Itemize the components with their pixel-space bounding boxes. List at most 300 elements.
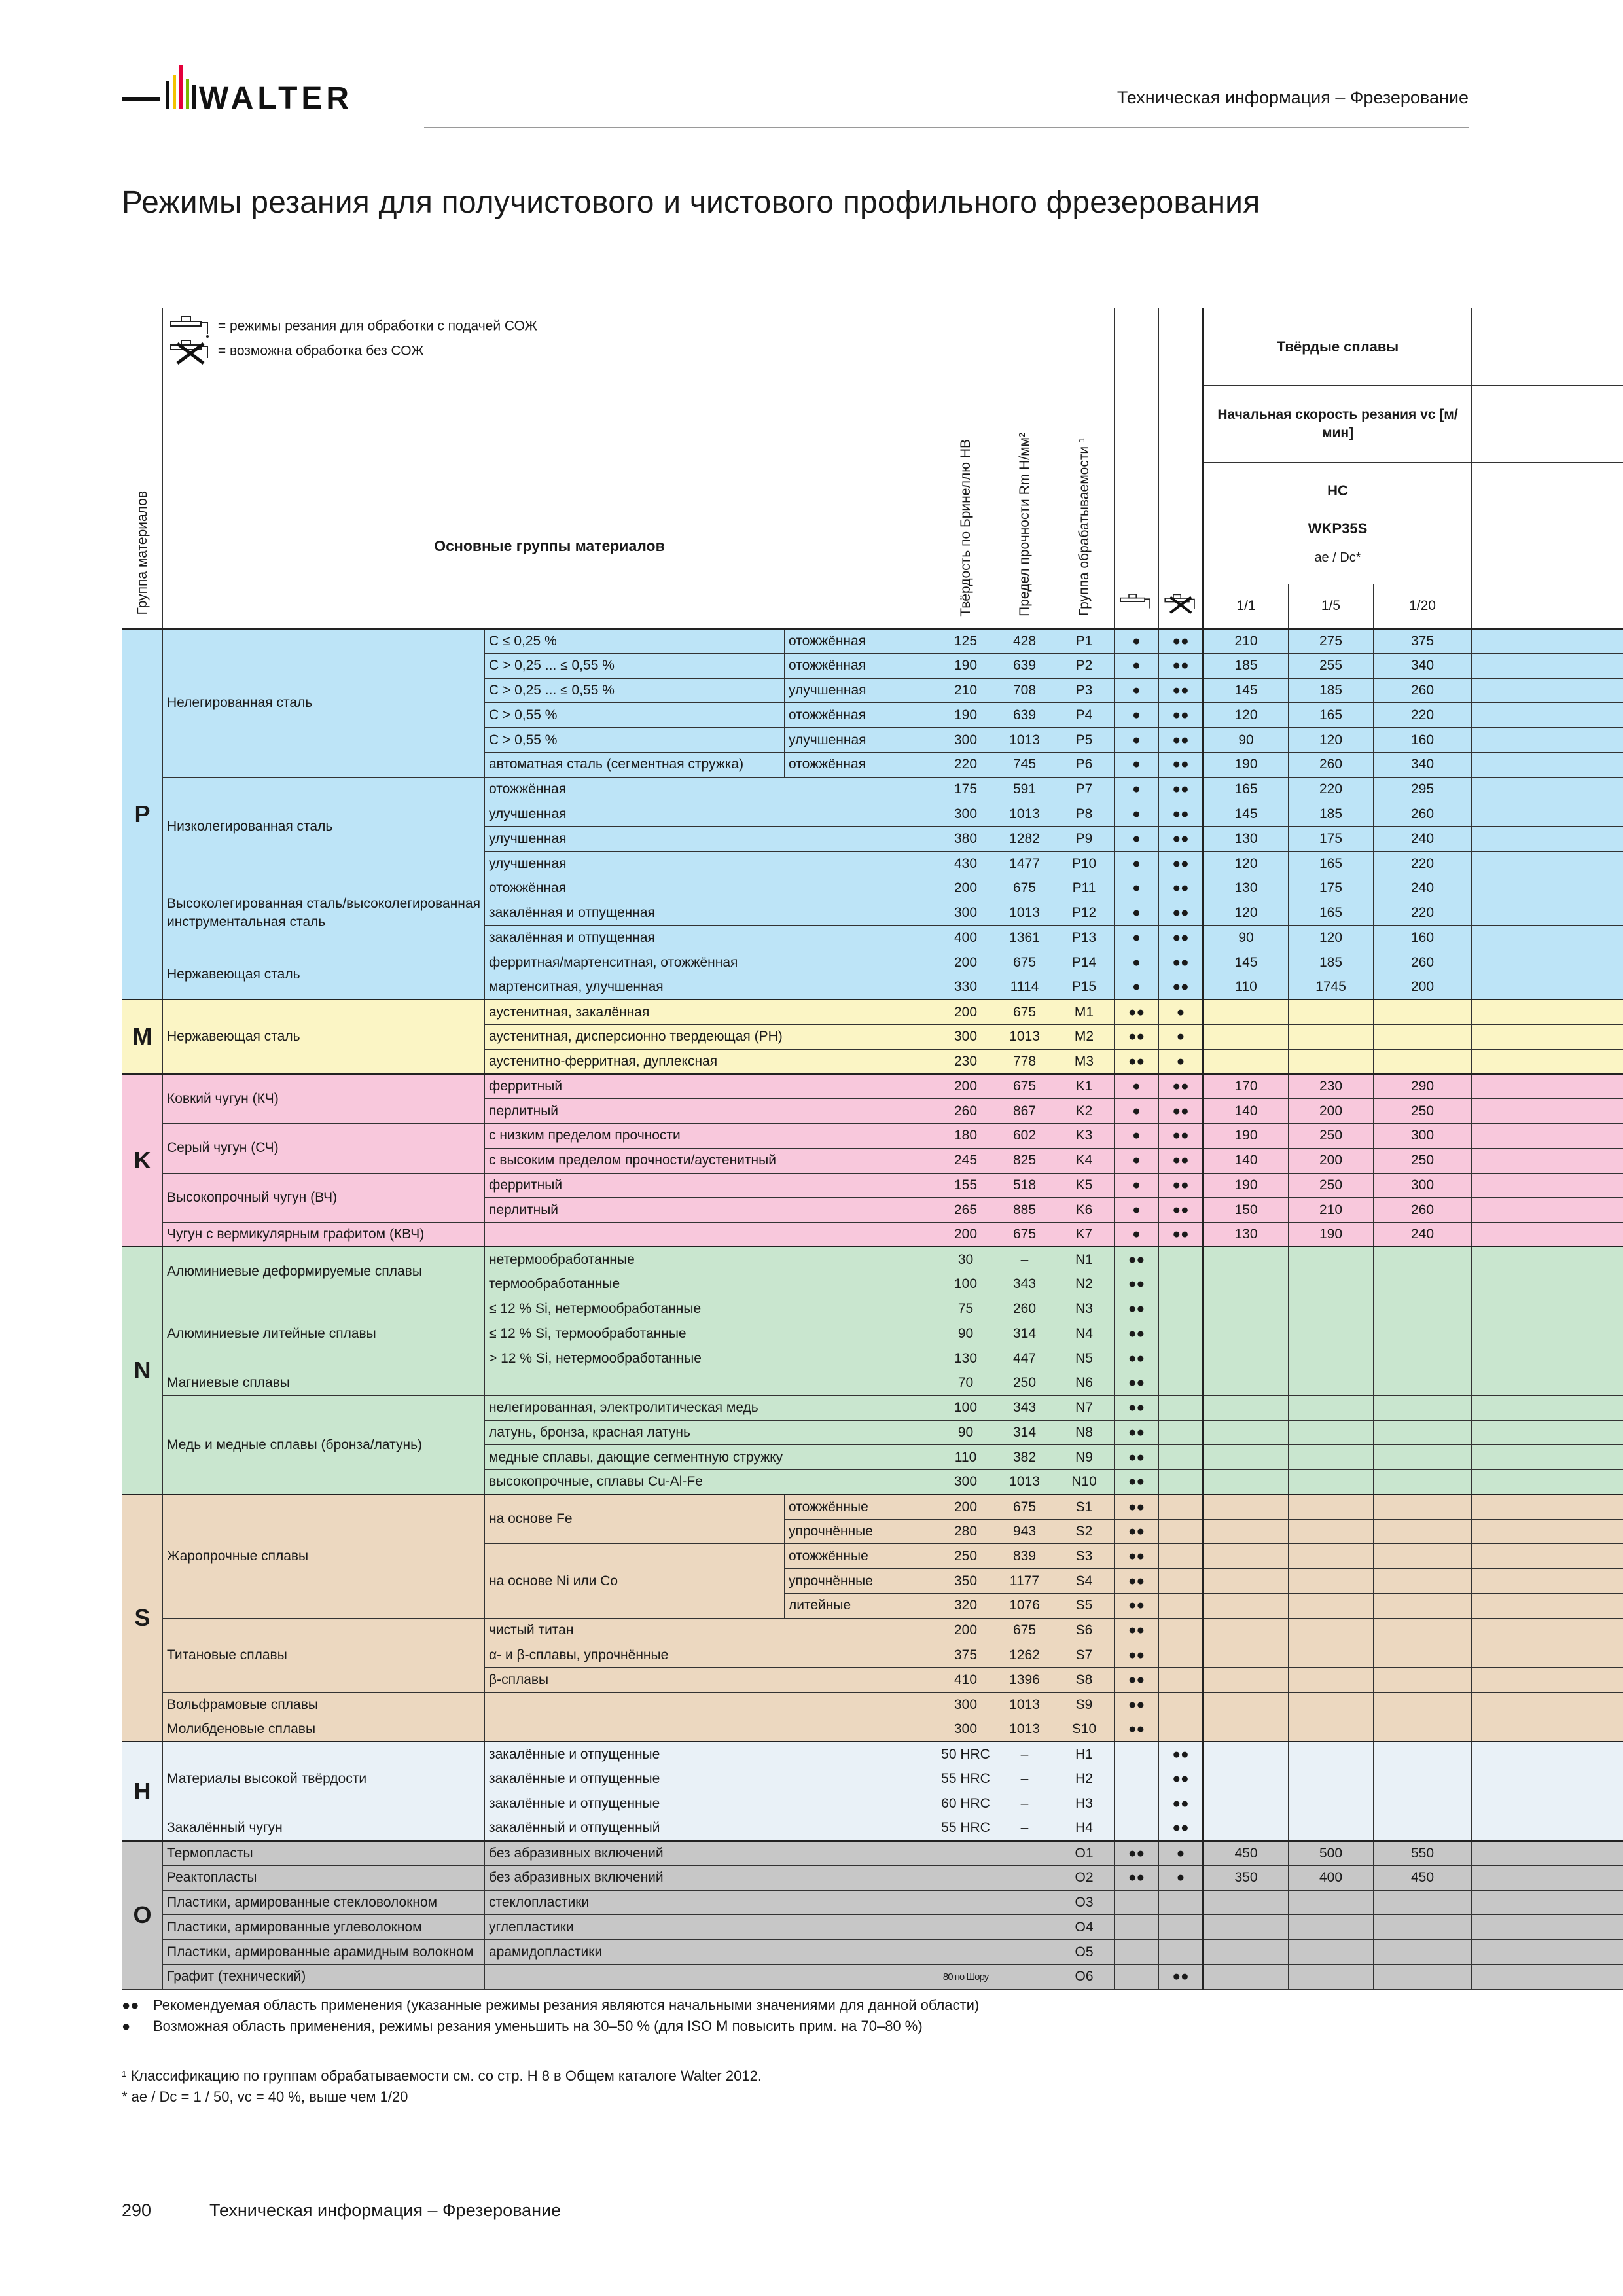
row-extra-cell [1472,1940,1623,1965]
coolant-suitability: ●● [1115,1693,1159,1717]
header-extra-3 [1472,463,1623,584]
cutting-speed-value [1374,1693,1472,1717]
header-extra-1 [1472,308,1623,386]
coolant-suitability: ● [1115,975,1159,1000]
cutting-speed-value: 1745 [1289,975,1374,1000]
cutting-speed-value [1289,1371,1374,1395]
hardness-value: 130 [936,1346,995,1371]
row-extra-cell [1472,999,1623,1024]
cutting-speed-value [1289,1321,1374,1346]
material-subgroup: ≤ 12 % Si, нетермообработанные [485,1297,936,1321]
machinability-code: O4 [1054,1915,1115,1940]
footnotes [122,2066,762,2108]
cutting-speed-value [1374,1890,1472,1915]
table-row [122,629,1623,654]
row-extra-cell [1472,1371,1623,1395]
coolant-suitability [1115,1742,1159,1767]
cutting-speed-value: 220 [1289,777,1374,802]
machinability-code: P8 [1054,802,1115,827]
coolant-suitability: ● [1115,752,1159,777]
machinability-code: P13 [1054,925,1115,950]
row-extra-cell [1472,1148,1623,1173]
coolant-suitability: ● [1115,1074,1159,1099]
footnote-2: * ae / Dc = 1 / 50, vc = 40 %, выше чем 1/20 [122,2089,408,2105]
machinability-code: N8 [1054,1420,1115,1445]
coolant-suitability [1115,1767,1159,1791]
cutting-speed-value: 140 [1204,1148,1289,1173]
dry-suitability: ●● [1159,1148,1204,1173]
tensile-strength-value: 675 [995,876,1054,901]
tensile-strength-value: – [995,1816,1054,1841]
tensile-strength-value: 675 [995,1618,1054,1643]
row-extra-cell [1472,1470,1623,1495]
cutting-speed-value: 90 [1204,925,1289,950]
cutting-speed-value [1204,1693,1289,1717]
tensile-strength-value [995,1841,1054,1866]
row-extra-cell [1472,1223,1623,1247]
hardness-value: 60 HRC [936,1791,995,1816]
cutting-speed-value [1374,1816,1472,1841]
ratio-1-20: 1/20 [1374,584,1472,629]
dry-suitability [1159,1297,1204,1321]
cutting-speed-value [1289,1024,1374,1049]
table-row [122,1693,1623,1717]
machinability-code: H1 [1054,1742,1115,1767]
cutting-speed-value: 210 [1204,629,1289,654]
dry-suitability: ●● [1159,752,1204,777]
material-name: Медь и медные сплавы (бронза/латунь) [163,1395,485,1494]
dry-suitability [1159,1420,1204,1445]
cutting-speed-value [1289,1470,1374,1495]
cutting-speed-value: 170 [1204,1074,1289,1099]
hardness-value: 200 [936,999,995,1024]
cutting-speed-value [1289,1643,1374,1668]
coolant-suitability [1115,1890,1159,1915]
material-subgroup: C > 0,55 % [485,728,785,753]
dry-suitability: ●● [1159,975,1204,1000]
coolant-suitability: ●● [1115,1024,1159,1049]
dry-suitability: ●● [1159,1173,1204,1198]
tensile-strength-value: 708 [995,678,1054,703]
coolant-suitability: ● [1115,777,1159,802]
coolant-tap-icon [1118,592,1155,613]
no-coolant-icon [168,338,214,365]
header-extra-4 [1472,584,1623,629]
hardness-value: 55 HRC [936,1767,995,1791]
table-row [122,1494,1623,1519]
machinability-code: P15 [1054,975,1115,1000]
hardness-value: 300 [936,1693,995,1717]
tensile-strength-value: 867 [995,1099,1054,1124]
row-extra-cell [1472,1668,1623,1693]
row-extra-cell [1472,975,1623,1000]
material-name: Графит (технический) [163,1965,485,1990]
material-subgroup: аустенитная, закалённая [485,999,936,1024]
cutting-speed-value [1289,1420,1374,1445]
header-divider [424,127,1469,128]
row-extra-cell [1472,1890,1623,1915]
row-extra-cell [1472,1420,1623,1445]
header-title: Техническая информация – Фрезерование [1116,88,1469,107]
dry-suitability: ●● [1159,1074,1204,1099]
material-name: Термопласты [163,1841,485,1866]
cutting-speed-value: 300 [1374,1123,1472,1148]
material-subgroup: отожжённая [485,777,936,802]
cutting-speed-value [1289,1742,1374,1767]
cutting-speed-value: 250 [1374,1148,1472,1173]
machinability-code: S2 [1054,1519,1115,1544]
cutting-speed-value: 145 [1204,950,1289,975]
cutting-speed-value [1374,1767,1472,1791]
cutting-speed-value [1374,1494,1472,1519]
dry-suitability: ●● [1159,777,1204,802]
table-row [122,1395,1623,1420]
dry-suitability [1159,1494,1204,1519]
dry-suitability: ● [1159,999,1204,1024]
cutting-speed-value [1374,1717,1472,1742]
coolant-suitability [1115,1791,1159,1816]
row-extra-cell [1472,925,1623,950]
ae-dc-label: ae / Dc* [1314,550,1361,565]
material-group-letter: H [122,1742,163,1840]
cutting-speed-value: 500 [1289,1841,1374,1866]
dry-suitability [1159,1569,1204,1594]
row-extra-cell [1472,1569,1623,1594]
cutting-speed-value: 240 [1374,1223,1472,1247]
cutting-speed-value [1374,1569,1472,1594]
hardness-value: 100 [936,1272,995,1297]
machinability-code: P3 [1054,678,1115,703]
machinability-code: N6 [1054,1371,1115,1395]
coolant-suitability: ● [1115,1173,1159,1198]
walter-logo [122,59,397,131]
dry-suitability [1159,1519,1204,1544]
hardness-value: 180 [936,1123,995,1148]
coolant-suitability: ● [1115,728,1159,753]
table-row [122,1123,1623,1148]
table-row [122,1173,1623,1198]
cutting-speed-value [1374,1519,1472,1544]
cutting-speed-value: 240 [1374,876,1472,901]
cutting-speed-value [1204,1915,1289,1940]
dry-suitability: ●● [1159,802,1204,827]
cutting-speed-value: 185 [1289,950,1374,975]
material-subgroup: C ≤ 0,25 % [485,629,785,654]
dry-suitability: ●● [1159,852,1204,876]
hardness-value: 80 по Шору [936,1965,995,1990]
tensile-strength-value: 675 [995,950,1054,975]
coolant-suitability: ●● [1115,1865,1159,1890]
material-condition: отожжённые [785,1494,936,1519]
cutting-speed-value: 165 [1289,852,1374,876]
cutting-speed-value [1374,1321,1472,1346]
material-name: Нержавеющая сталь [163,950,485,1000]
coolant-suitability: ● [1115,925,1159,950]
tensile-strength-value [995,1965,1054,1990]
cutting-speed-value: 260 [1374,802,1472,827]
material-subgroup: β-сплавы [485,1668,936,1693]
row-extra-cell [1472,901,1623,925]
hardness-value: 55 HRC [936,1816,995,1841]
material-subgroup: без абразивных включений [485,1865,936,1890]
legend-possible [122,2016,979,2037]
cutting-speed-value: 450 [1204,1841,1289,1866]
cutting-speed-value [1374,1346,1472,1371]
cutting-speed-value [1289,1791,1374,1816]
tensile-strength-value: 825 [995,1148,1054,1173]
hardness-value [936,1865,995,1890]
row-extra-cell [1472,1198,1623,1223]
machinability-code: S1 [1054,1494,1115,1519]
material-group-letter: P [122,629,163,1000]
table-row [122,876,1623,901]
row-extra-cell [1472,629,1623,654]
cutting-speed-value: 295 [1374,777,1472,802]
material-name: Материалы высокой твёрдости [163,1742,485,1816]
cutting-speed-value [1204,1816,1289,1841]
cutting-data-table [122,308,1623,1990]
coolant-suitability: ●● [1115,1371,1159,1395]
tensile-strength-value: 1013 [995,1693,1054,1717]
cutting-speed-value [1204,1791,1289,1816]
cutting-speed-value: 190 [1204,1173,1289,1198]
legend-coolant: = режимы резания для обработки с подачей СОЖ [168,315,537,338]
material-subgroup: стеклопластики [485,1890,936,1915]
tensile-strength-value: – [995,1247,1054,1272]
tensile-strength-value: 675 [995,1074,1054,1099]
hardness-value: 380 [936,827,995,852]
material-subgroup: перлитный [485,1198,936,1223]
cutting-speed-value [1289,1297,1374,1321]
coolant-suitability [1115,1915,1159,1940]
material-subgroup: латунь, бронза, красная латунь [485,1420,936,1445]
cutting-speed-value [1289,1049,1374,1074]
dry-suitability: ●● [1159,728,1204,753]
cutting-speed-value [1374,1371,1472,1395]
material-subgroup: ферритная/мартенситная, отожжённая [485,950,936,975]
tensile-strength-value: 1013 [995,1717,1054,1742]
tensile-strength-value: 1013 [995,802,1054,827]
hardness-value [936,1890,995,1915]
row-extra-cell [1472,1742,1623,1767]
hardness-value [936,1915,995,1940]
material-name: Пластики, армированные арамидным волокном [163,1940,485,1965]
row-extra-cell [1472,1841,1623,1866]
dry-suitability [1159,1346,1204,1371]
tensile-strength-value: 1361 [995,925,1054,950]
cutting-speed-value [1374,1024,1472,1049]
coolant-suitability: ● [1115,827,1159,852]
row-extra-cell [1472,802,1623,827]
cutting-speed-value [1374,1272,1472,1297]
hardness-value: 400 [936,925,995,950]
table-row [122,1890,1623,1915]
material-condition: отожжённая [785,752,936,777]
coolant-suitability: ● [1115,901,1159,925]
page-title: Режимы резания для получистового и чистового профильного фрезерования [122,185,1260,220]
cutting-speed-value [1204,1940,1289,1965]
hardness-value: 200 [936,1074,995,1099]
material-name: Ковкий чугун (КЧ) [163,1074,485,1124]
cutting-speed-value [1374,1420,1472,1445]
hardness-value: 300 [936,802,995,827]
page-number: 290 [122,2200,152,2220]
cutting-speed-value: 190 [1289,1223,1374,1247]
dry-suitability: ●● [1159,1965,1204,1990]
table-row [122,1841,1623,1866]
hardness-value: 320 [936,1594,995,1619]
material-condition: упрочнённые [785,1569,936,1594]
cutting-speed-value: 260 [1289,752,1374,777]
cutting-speed-value: 220 [1374,852,1472,876]
tensile-strength-value: 1262 [995,1643,1054,1668]
cutting-speed-value [1204,1519,1289,1544]
dry-suitability: ●● [1159,1198,1204,1223]
hardness-value [936,1841,995,1866]
coolant-suitability: ●● [1115,1494,1159,1519]
row-extra-cell [1472,1024,1623,1049]
cutting-speed-value: 220 [1374,703,1472,728]
material-subgroup: углепластики [485,1915,936,1940]
cutting-speed-value: 300 [1374,1173,1472,1198]
legend-possible-text: Возможная область применения, режимы резания уменьшить на 30–50 % (для ISO M повысить прим. на 70–80 %) [153,2018,923,2034]
row-extra-cell [1472,1346,1623,1371]
material-name: Вольфрамовые сплавы [163,1693,485,1717]
dry-suitability [1159,1890,1204,1915]
machinability-code: P7 [1054,777,1115,802]
tensile-strength-value [995,1865,1054,1890]
dry-suitability: ●● [1159,1767,1204,1791]
material-name: Алюминиевые деформируемые сплавы [163,1247,485,1297]
material-subgroup: аустенитно-ферритная, дуплексная [485,1049,936,1074]
material-subgroup: C > 0,55 % [485,703,785,728]
machinability-code: O2 [1054,1865,1115,1890]
coolant-suitability: ● [1115,1148,1159,1173]
tensile-strength-value: 745 [995,752,1054,777]
single-dot-mark: ● [122,2018,131,2034]
hardness-value: 265 [936,1198,995,1223]
coolant-suitability: ●● [1115,1321,1159,1346]
material-subgroup: с низким пределом прочности [485,1123,936,1148]
row-extra-cell [1472,1594,1623,1619]
tensile-strength-value: 1013 [995,728,1054,753]
row-extra-cell [1472,1618,1623,1643]
machinability-code: N2 [1054,1272,1115,1297]
dry-suitability [1159,1321,1204,1346]
cutting-speed-value [1289,1816,1374,1841]
material-subgroup [485,1717,936,1742]
table-row [122,1965,1623,1990]
cutting-speed-value: 340 [1374,752,1472,777]
cutting-speed-value: 275 [1289,629,1374,654]
row-extra-cell [1472,1915,1623,1940]
ratio-1-5: 1/5 [1289,584,1374,629]
cutting-speed-value [1204,1321,1289,1346]
row-extra-cell [1472,1791,1623,1816]
dry-suitability [1159,1544,1204,1569]
machinability-code: K4 [1054,1148,1115,1173]
machinability-code: K3 [1054,1123,1115,1148]
machinability-code: S7 [1054,1643,1115,1668]
material-name: Нержавеющая сталь [163,999,485,1073]
coolant-suitability: ●● [1115,1643,1159,1668]
cutting-speed-value [1289,1445,1374,1470]
machinability-code: P5 [1054,728,1115,753]
hardness-value: 175 [936,777,995,802]
material-name: Магниевые сплавы [163,1371,485,1395]
cutting-speed-value [1374,1470,1472,1495]
coolant-suitability: ● [1115,678,1159,703]
coolant-suitability: ●● [1115,1049,1159,1074]
dry-suitability [1159,1915,1204,1940]
row-extra-cell [1472,1173,1623,1198]
machinability-code: O5 [1054,1940,1115,1965]
machinability-code: P6 [1054,752,1115,777]
material-subgroup [485,1223,936,1247]
material-name: Титановые сплавы [163,1618,485,1692]
coolant-suitability: ●● [1115,1297,1159,1321]
table-row [122,1223,1623,1247]
material-subgroup: нетермообработанные [485,1247,936,1272]
ratio-1-1: 1/1 [1204,584,1289,629]
row-extra-cell [1472,1643,1623,1668]
dry-suitability [1159,1643,1204,1668]
cutting-speed-value [1204,999,1289,1024]
cutting-speed-value: 165 [1204,777,1289,802]
cutting-speed-value: 375 [1374,629,1472,654]
cutting-speed-value: 190 [1204,1123,1289,1148]
material-name: Нелегированная сталь [163,629,485,778]
material-subgroup: закалённая и отпущенная [485,901,936,925]
machinability-code: N1 [1054,1247,1115,1272]
tensile-strength-value: 1013 [995,1024,1054,1049]
hardness-value: 300 [936,1024,995,1049]
row-extra-cell [1472,728,1623,753]
table-body [122,629,1623,1990]
machinability-code: H3 [1054,1791,1115,1816]
coolant-suitability: ●● [1115,1841,1159,1866]
coolant-suitability: ●● [1115,1445,1159,1470]
cutting-speed-value: 130 [1204,1223,1289,1247]
machinability-code: M3 [1054,1049,1115,1074]
material-condition: улучшенная [785,728,936,753]
machinability-code: H4 [1054,1816,1115,1841]
row-extra-cell [1472,1395,1623,1420]
machinability-code: M1 [1054,999,1115,1024]
legend-dry: = возможна обработка без СОЖ [168,338,537,365]
machinability-code: P4 [1054,703,1115,728]
cutting-speed-value: 120 [1204,703,1289,728]
tensile-strength-value: 447 [995,1346,1054,1371]
cutting-speed-value: 160 [1374,925,1472,950]
tensile-strength-value: 885 [995,1198,1054,1223]
cutting-speed-value [1374,1544,1472,1569]
cutting-speed-value [1374,999,1472,1024]
cutting-speed-value: 165 [1289,901,1374,925]
tensile-strength-value: 518 [995,1173,1054,1198]
dry-suitability: ●● [1159,1816,1204,1841]
machinability-code: N3 [1054,1297,1115,1321]
dry-suitability: ●● [1159,950,1204,975]
cutting-speed-value: 230 [1289,1074,1374,1099]
coolant-suitability [1115,1940,1159,1965]
header-main-col [163,308,936,629]
cutting-speed-value: 185 [1204,653,1289,678]
footnote-1: ¹ Классификацию по группам обрабатываемости см. со стр. H 8 в Общем каталоге Walter 2012. [122,2068,762,2084]
cutting-speed-value: 340 [1374,653,1472,678]
header-extra-2 [1472,386,1623,463]
machinability-code: P9 [1054,827,1115,852]
